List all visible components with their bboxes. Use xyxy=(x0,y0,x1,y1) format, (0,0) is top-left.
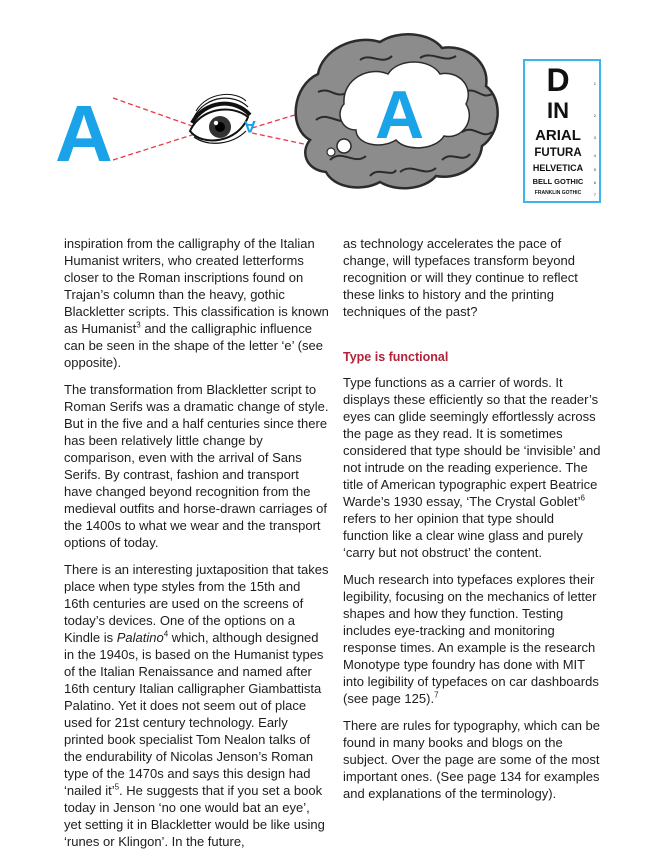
eye-chart-number-7: 7 xyxy=(593,192,596,197)
eye-chart-number-4: 4 xyxy=(593,153,596,158)
italic-font-name: Palatino xyxy=(116,630,164,645)
section-heading: Type is functional xyxy=(343,350,449,364)
eye-chart-line-4: FUTURA xyxy=(534,147,582,159)
paragraph: inspiration from the calligraphy of the Italian Humanist writers, who created letterforms closer to the Roman inscriptions found on Trajan’s column than the heavy, gothic Blackletter scripts. This classification is known as Humanist$^3$ and the calligraphic influence can be seen in the shape of the letter ‘e’ (see opposite). xyxy=(64,236,329,370)
eye-chart-line-5: HELVETICA xyxy=(532,163,584,173)
eye-chart xyxy=(523,59,601,203)
paragraph: There is an interesting juxtaposition that takes place when type styles from the 15th and 16th centuries are used on the screens of today’s devices. One of the options on a Kindle is Palatino$^4$ which, although designed in the 1940s, is based on the Humanist types of the Italian Renaissance and named after 16th century Italian calligrapher Giambattista Palatino. Yet it does not seem out of place used for 21st century technology. Early printed book specialist Tom Nealon talks of the endurability of Nicolas Jenson’s Roman type of the 1470s and says this design had ‘nailed it’$^5$. He suggests that if you set a book today in Jenson ‘no one would bat an eye’, yet setting it in Blackletter would be like using ‘runes or Klingon’. In the future, xyxy=(64,562,329,849)
paragraph: Type functions as a carrier of words. It displays these efficiently so that the reader’s eyes can glide seemingly effortlessly across the page as they read. It is sometimes considered that type should be ‘invisible’ and not intrude on the reading experience. The title of American typographic expert Beatrice Warde’s 1930 essay, ‘The Crystal Goblet’$^6$ refers to her opinion that type should function like a clear wine glass and purely ‘carry but not obstruct’ the content. xyxy=(343,375,601,560)
eye-chart-line-1: D xyxy=(546,62,570,98)
paragraph: There are rules for typography, which can be found in many books and blogs on the subject. Over the page are some of the most important ones. (See page 134 for examples and explanations of the terminology). xyxy=(343,718,601,801)
footnote-ref: 7 xyxy=(434,690,439,700)
eye-chart-number-3: 3 xyxy=(593,135,596,140)
right-column xyxy=(343,235,601,812)
eye-chart-number-2: 2 xyxy=(593,113,596,118)
paragraph: The transformation from Blackletter script to Roman Serifs was a dramatic change of style. But in the five and a half centuries since there has been relatively little change by comparison, even with the arrival of Sans Serifs. By contrast, fashion and transport have changed beyond recognition from the medieval outfits and horse-drawn carriages of the 1400s to what we wear and the transport options of today. xyxy=(64,382,329,550)
footnote-ref: 3 xyxy=(136,320,141,330)
eye-chart-number-6: 6 xyxy=(593,180,596,185)
eye-chart-line-7: FRANKLIN GOTHIC xyxy=(534,190,582,196)
footnote-ref: 5 xyxy=(114,782,120,792)
left-column xyxy=(64,235,329,860)
brain-letter-a: A xyxy=(375,77,425,153)
paragraph: as technology accelerates the pace of change, will typefaces transform beyond recognition or will they continue to reflect these links to history and the printing techniques of the past? xyxy=(343,236,578,319)
eye-chart-number-5: 5 xyxy=(593,167,596,172)
small-inverted-letter-a: A xyxy=(243,117,256,136)
footnote-ref: 4 xyxy=(163,629,169,639)
large-letter-a: A xyxy=(55,89,113,178)
eye-chart-number-1: 1 xyxy=(593,81,596,86)
eye-chart-line-3: ARIAL xyxy=(535,127,581,144)
eye-icon xyxy=(190,94,250,143)
paragraph: Much research into typefaces explores their legibility, focusing on the mechanics of letter shapes and how they function. Testing includes eye-tracking and monitoring response times. An example is the research Monotype type foundry has done with MIT into legibility of typefaces on car dashboards (see page 125).$^7$ xyxy=(343,572,599,706)
eye-chart-line-2: IN xyxy=(547,98,569,123)
footnote-ref: 6 xyxy=(580,493,585,503)
eye-chart-line-6: BELL GOTHIC xyxy=(532,177,584,186)
